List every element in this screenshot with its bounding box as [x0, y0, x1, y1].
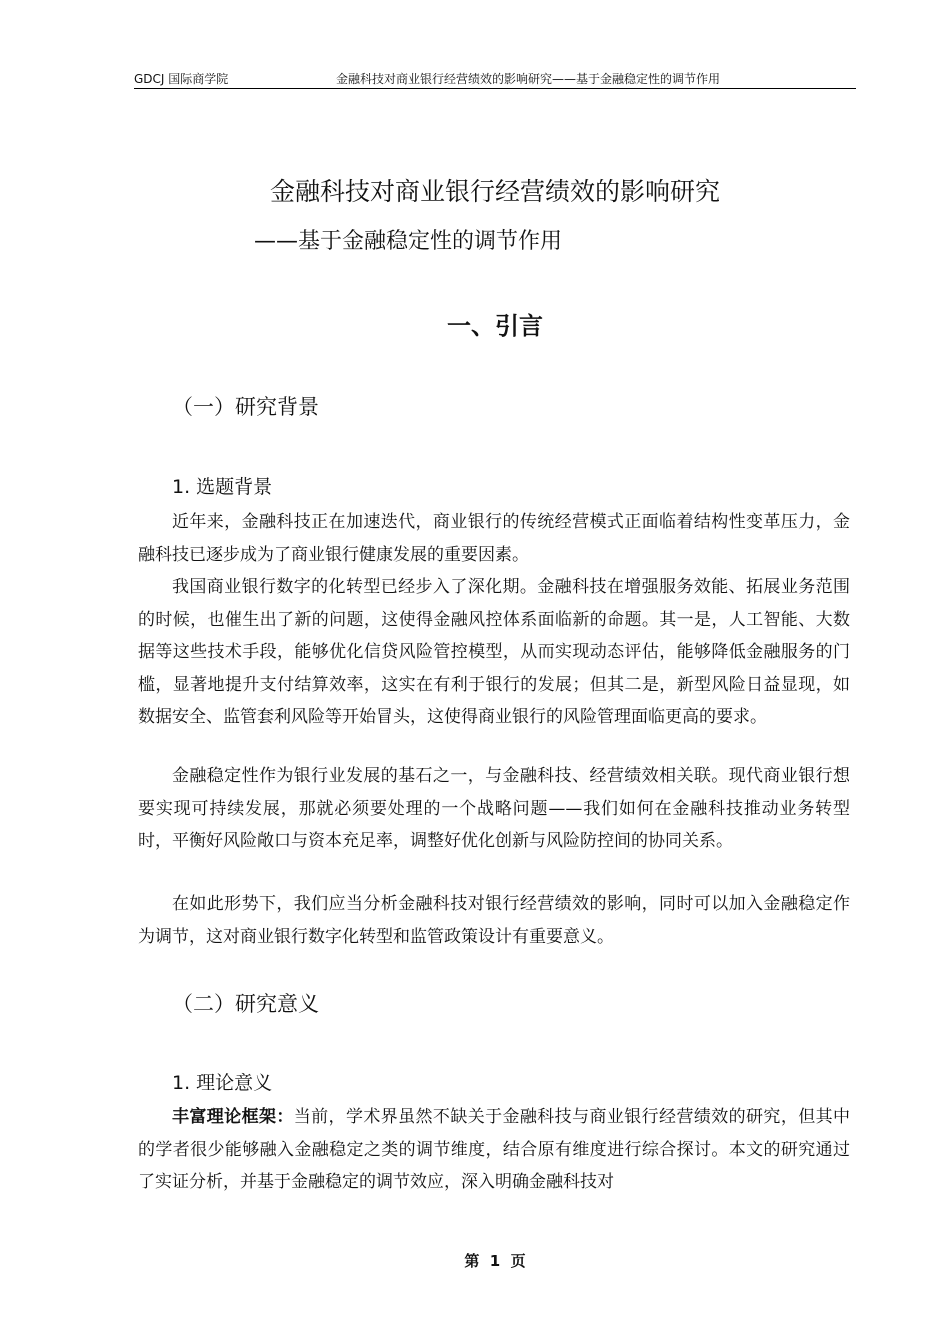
chapter-heading: 一、引言 [447, 312, 543, 340]
section-heading-background: （一）研究背景 [172, 395, 319, 419]
section-heading-significance: （二）研究意义 [172, 992, 319, 1016]
paragraph: 我国商业银行数字的化转型已经步入了深化期。金融科技在增强服务效能、拓展业务范围的时候，也催生出了新的问题，这使得金融风控体系面临新的命题。其一是，人工智能、大数据等这些技术手段，能够优化信贷风险管控模型，从而实现动态评估，能够降低金融服务的门槛，显著地提升支付结算效率，这实在有利于银行的发展；但其二是，新型风险日益显现，如数据安全、监管套利风险等开始冒头，这使得商业银行的风险管理面临更高的要求。 [138, 577, 850, 727]
page-number: 第 1 页 [464, 1252, 526, 1270]
paragraph-lead: 丰富理论框架： [172, 1107, 294, 1127]
header-running-title: 金融科技对商业银行经营绩效的影响研究——基于金融稳定性的调节作用 [336, 72, 721, 86]
document-subtitle: ——基于金融稳定性的调节作用 [254, 229, 563, 254]
paragraph: 在如此形势下，我们应当分析金融科技对银行经营绩效的影响，同时可以加入金融稳定作为调节，这对商业银行数字化转型和监管政策设计有重要意义。 [138, 894, 850, 947]
header-institution: GDCJ 国际商学院 [134, 72, 229, 86]
paragraph: 金融稳定性作为银行业发展的基石之一，与金融科技、经营绩效相关联。现代商业银行想要实现可持续发展，那就必须要处理的一个战略问题——我们如何在金融科技推动业务转型时，平衡好风险敞口与资本充足率，调整好优化创新与风险防控间的协同关系。 [138, 766, 850, 851]
paragraph-body: 当前，学术界虽然不缺关于金融科技与商业银行经营绩效的研究，但其中的学者很少能够融入金融稳定之类的调节维度，结合原有维度进行综合探讨。本文的研究通过了实证分析，并基于金融稳定的调节效应，深入明确金融科技对 [138, 1107, 851, 1192]
subheading-theoretical-significance: 1. 理论意义 [172, 1072, 273, 1094]
paragraph [138, 1101, 850, 1199]
subheading-topic-background: 1. 选题背景 [172, 476, 273, 498]
paragraph: 近年来，金融科技正在加速迭代，商业银行的传统经营模式正面临着结构性变革压力，金融科技已逐步成为了商业银行健康发展的重要因素。 [138, 512, 850, 565]
page-header [134, 72, 856, 89]
document-title: 金融科技对商业银行经营绩效的影响研究 [269, 177, 720, 206]
